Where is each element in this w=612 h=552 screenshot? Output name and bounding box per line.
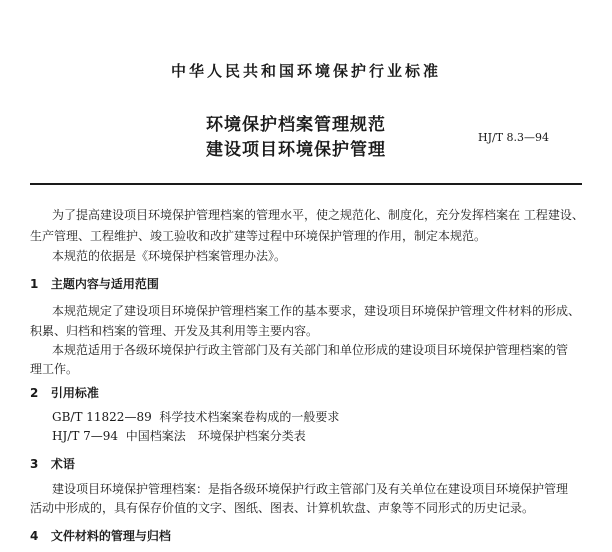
section-1-line-3: 本规范适用于各级环境保护行政主管部门及有关部门和单位形成的建设项目环境保护管理档案的管	[52, 343, 569, 357]
section-title: 术语	[50, 457, 75, 471]
section-number: 3	[30, 457, 39, 471]
section-3-heading	[30, 455, 75, 472]
intro-line-3: 本规范的依据是《环境保护档案管理办法》。	[52, 249, 287, 263]
reference-code: HJ/T 7—94	[52, 429, 119, 443]
reference-name: 中国档案法 环境保护档案分类表	[125, 429, 306, 443]
reference-2	[52, 429, 306, 444]
header-divider	[30, 183, 582, 185]
document-header: 中华人民共和国环境保护行业标准	[170, 62, 441, 80]
document-title-line-1: 环境保护档案管理规范	[206, 115, 386, 135]
reference-name: 科学技术档案案卷构成的一般要求	[159, 410, 340, 424]
section-1-line-4: 理工作。	[30, 362, 79, 376]
standard-number: HJ/T 8.3—94	[478, 131, 550, 144]
section-number: 1	[30, 277, 39, 291]
section-4-heading	[30, 527, 171, 544]
intro-line-1: 为了提高建设项目环境保护管理档案的管理水平，使之规范化、制度化，充分发挥档案在 工程建设、	[52, 208, 584, 222]
section-1-line-2: 积累、归档和档案的管理、开发及其利用等主要内容。	[30, 324, 319, 338]
section-2-heading	[30, 384, 99, 401]
section-3-line-2: 活动中形成的，具有保存价值的文字、图纸、图表、计算机软盘、声象等不同形式的历史记录。	[30, 501, 535, 515]
section-3-line-1: 建设项目环境保护管理档案：是指各级环境保护行政主管部门及有关单位在建设项目环境保护管理	[52, 482, 569, 496]
section-number: 2	[30, 386, 39, 400]
document-title-line-2: 建设项目环境保护管理	[206, 140, 386, 160]
section-number: 4	[30, 529, 39, 543]
reference-code: GB/T 11822—89	[52, 410, 152, 424]
section-1-line-1: 本规范规定了建设项目环境保护管理档案工作的基本要求，建设项目环境保护管理文件材料的形成、	[52, 304, 581, 318]
section-title: 主题内容与适用范围	[50, 277, 159, 291]
intro-line-2: 生产管理、工程维护、竣工验收和改扩建等过程中环境保护管理的作用，制定本规范。	[30, 229, 487, 243]
section-title: 文件材料的管理与归档	[50, 529, 171, 543]
section-1-heading	[30, 275, 159, 292]
reference-1	[52, 410, 339, 425]
section-title: 引用标准	[50, 386, 99, 400]
